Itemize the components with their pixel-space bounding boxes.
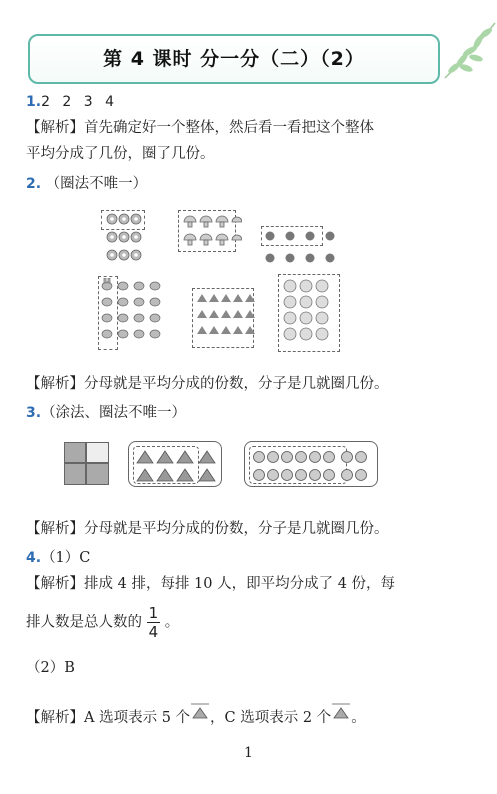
q2-analysis: 【解析】分母就是平均分成的份数，分子是几就圈几份。	[26, 376, 389, 392]
q4-part1: （1）C	[41, 550, 91, 566]
q3-circle-figure	[244, 441, 378, 487]
q4-analysis1-end: 。	[164, 614, 180, 631]
q4-analysis1-line1: 【解析】排成 4 排，每排 10 人，即平均分成了 4 份，每	[26, 576, 396, 592]
apple-icon	[264, 228, 354, 268]
q1-analysis-1: 【解析】首先确定好一个整体，然后看一看把这个整体	[26, 120, 374, 136]
q1-analysis-2: 平均分成了几份，圈了几份。	[26, 146, 215, 162]
q3-analysis: 【解析】分母就是平均分成的份数，分子是几就圈几份。	[26, 521, 389, 537]
q2-heading	[26, 174, 147, 194]
triangle-icon	[190, 702, 210, 724]
q1-answer-line	[26, 92, 114, 112]
fraction-one-quarter	[147, 604, 161, 641]
tree-icon	[195, 292, 259, 346]
page-title: 第 4 课时 分一分（二）（2）	[103, 48, 365, 70]
q4-analysis1-line2	[26, 604, 179, 641]
q2-figure	[96, 206, 408, 356]
fraction-denominator: 4	[148, 623, 159, 641]
rabbit-icon	[100, 278, 170, 348]
q3-square-figure	[64, 442, 110, 486]
triangle-icon	[331, 702, 351, 724]
q4-heading	[26, 548, 90, 568]
q2-number: 2.	[26, 176, 42, 192]
flower-grid	[104, 213, 144, 275]
q4-number: 4.	[26, 550, 42, 566]
fraction-numerator: 1	[148, 604, 159, 622]
q4-analysis2-end: 。	[351, 710, 366, 726]
q3-note: （涂法、圈法不唯一）	[41, 405, 187, 421]
q2-note: （圈法不唯一）	[45, 176, 148, 192]
q1-answer: 2 2 3 4	[41, 94, 115, 110]
q3-number: 3.	[26, 405, 42, 421]
mushroom-icon	[182, 214, 242, 274]
q4-analysis2-text-b: ，C 选项表示 2 个	[210, 710, 332, 726]
page-number: 1	[244, 745, 253, 761]
smiley-icon	[282, 278, 342, 350]
q1-number: 1.	[26, 94, 42, 110]
q4-analysis1-text: 排人数是总人数的	[26, 614, 142, 631]
q4-analysis2	[26, 702, 366, 728]
triangle-icon	[136, 449, 220, 483]
flower-icon	[104, 213, 144, 271]
q4-part2: （2）B	[26, 660, 75, 676]
q3-heading	[26, 403, 186, 423]
q4-analysis2-text-a: 【解析】A 选项表示 5 个	[26, 710, 191, 726]
leaf-decoration	[440, 18, 497, 88]
q3-triangle-figure	[128, 441, 222, 487]
circle-icon	[253, 450, 377, 484]
